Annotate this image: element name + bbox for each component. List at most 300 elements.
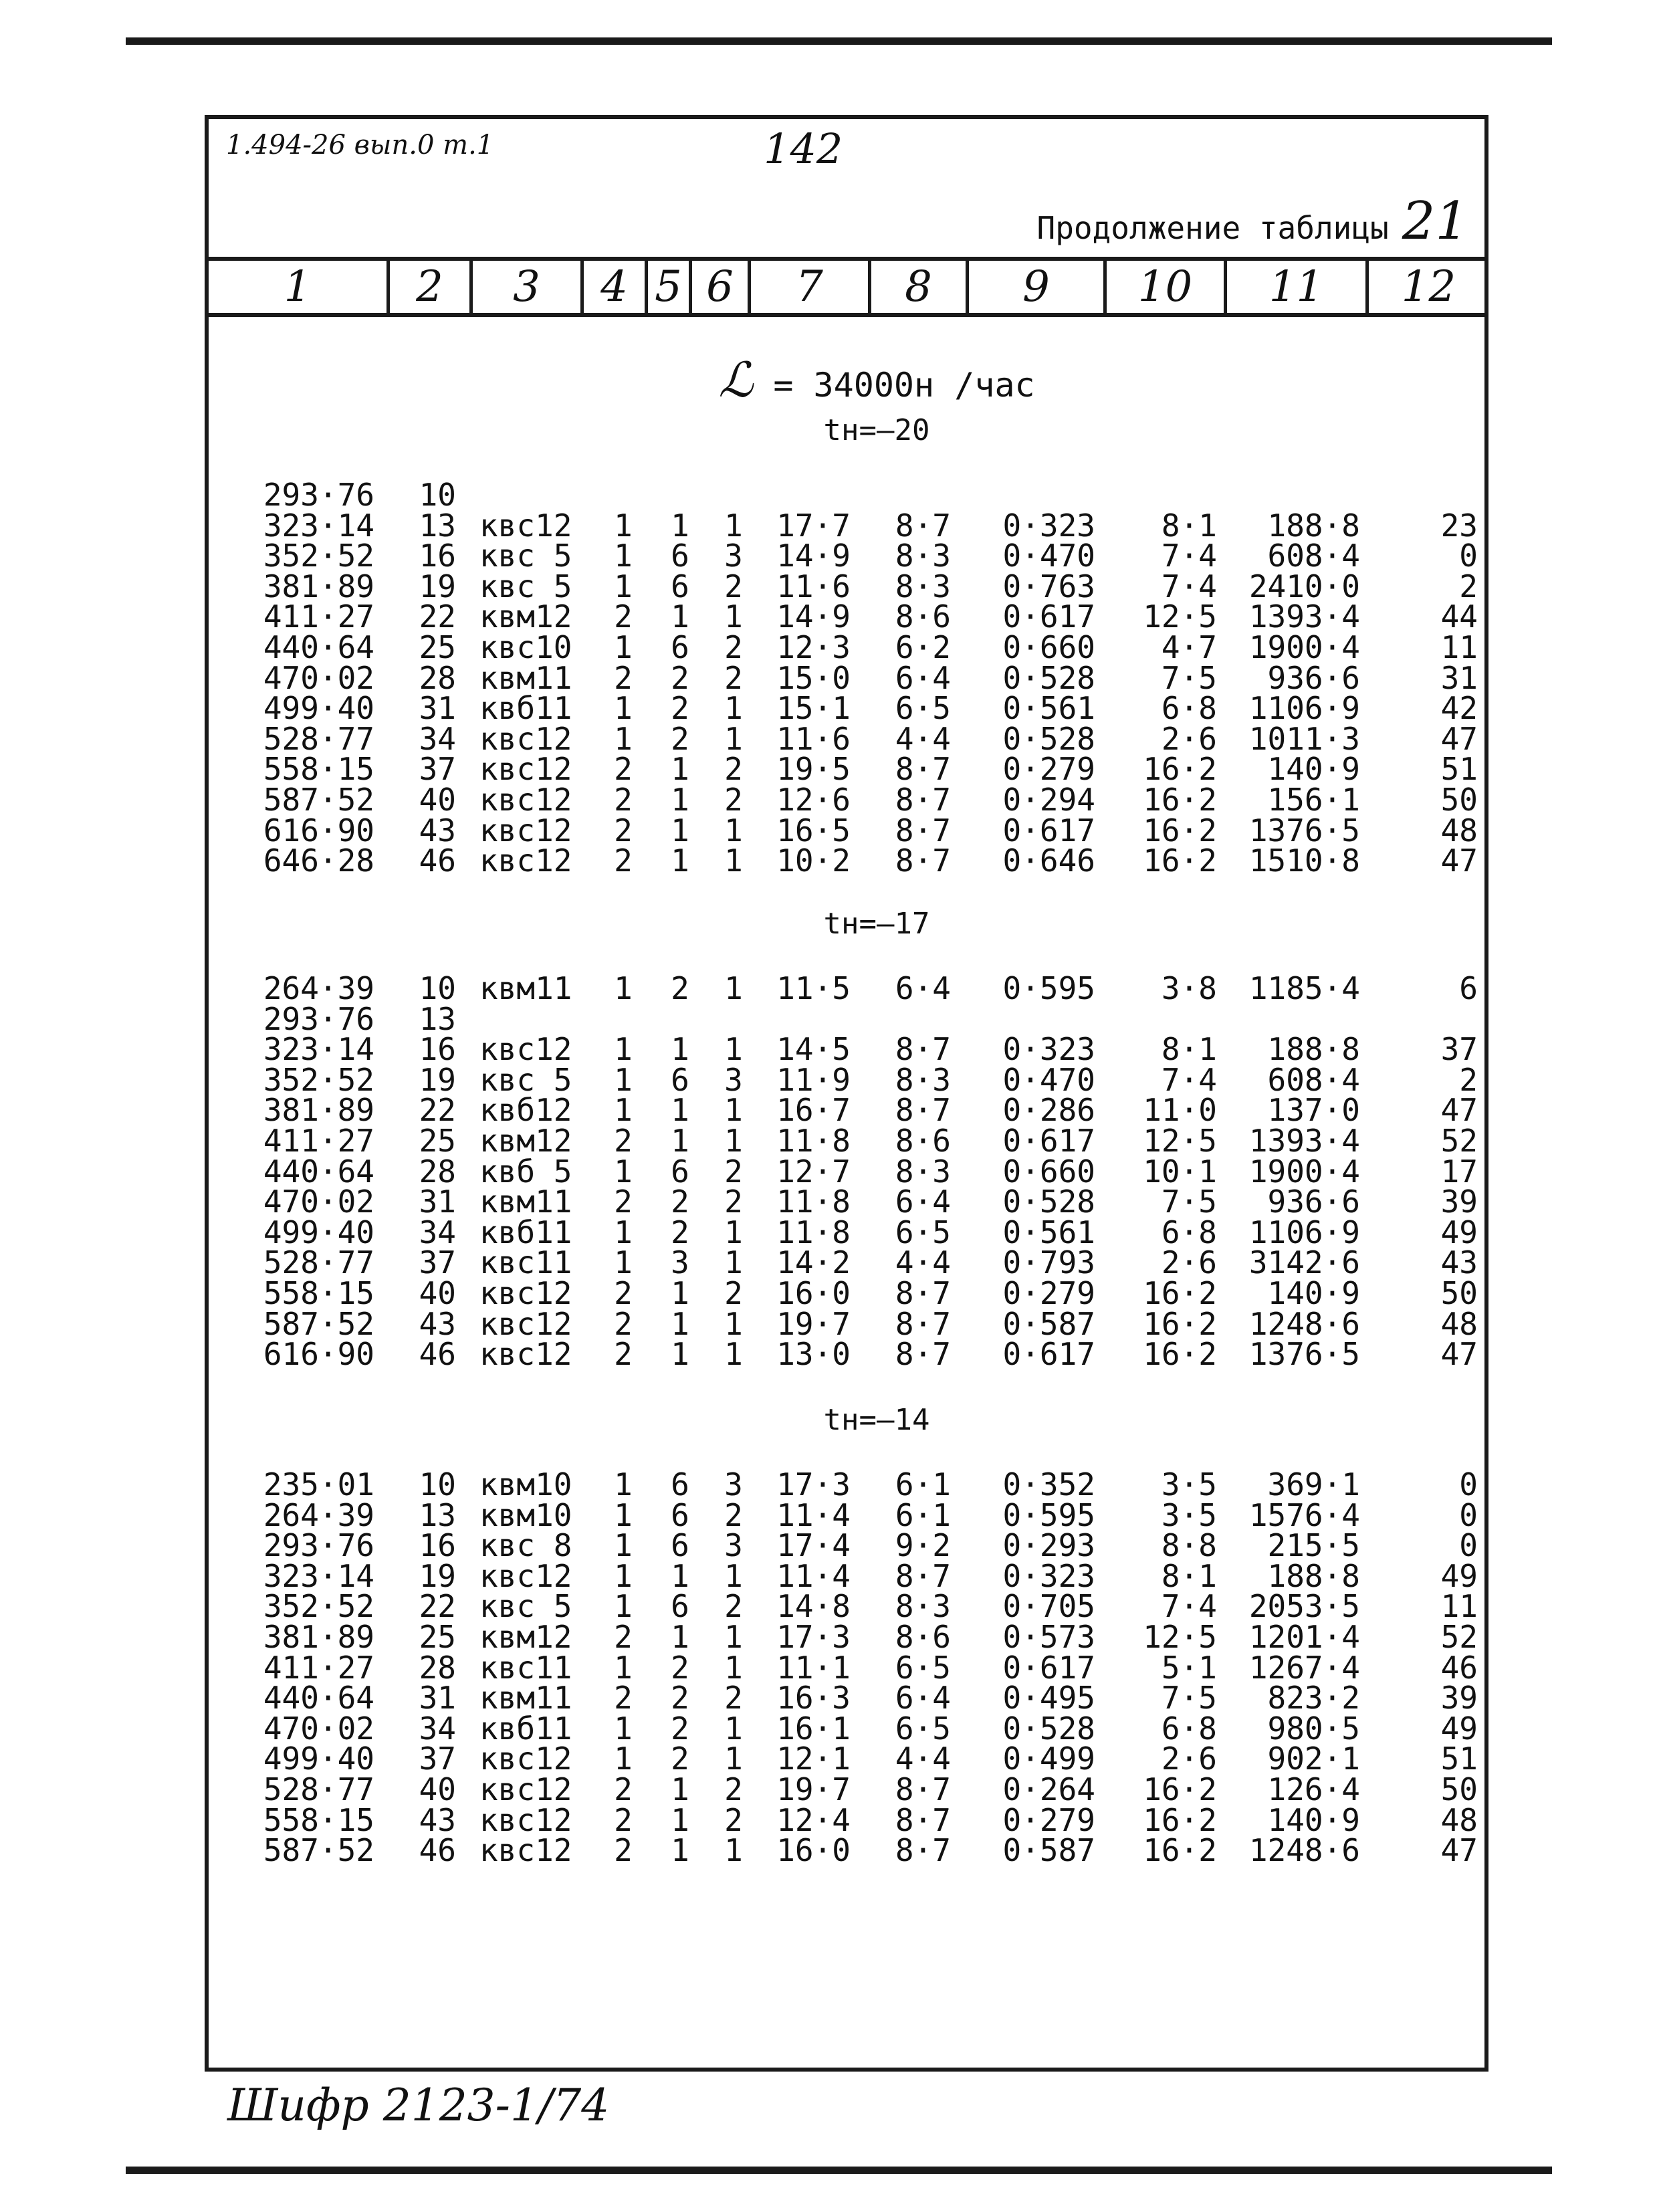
cell-col-2: 37 xyxy=(419,1244,456,1281)
cell-col-1: 352·52 xyxy=(263,1588,374,1625)
cell-col-6: 2 xyxy=(724,1275,743,1311)
table-row xyxy=(209,970,1484,1006)
cell-col-1: 587·52 xyxy=(263,1305,374,1342)
table-row xyxy=(209,1619,1484,1655)
cell-col-2: 40 xyxy=(419,782,456,818)
cell-col-12: 50 xyxy=(1440,782,1478,818)
cell-col-3: квм12 xyxy=(479,1123,572,1159)
column-header-7: 7 xyxy=(748,261,868,313)
cell-col-9: 0·495 xyxy=(1002,1680,1095,1717)
cell-col-9: 0·660 xyxy=(1002,1153,1095,1190)
cell-col-12: 39 xyxy=(1440,1680,1478,1717)
cell-col-7: 11·4 xyxy=(776,1557,851,1594)
cell-col-4: 1 xyxy=(614,1557,633,1594)
cell-col-7: 17·3 xyxy=(776,1619,851,1655)
cell-col-9: 0·705 xyxy=(1002,1588,1095,1625)
cell-col-11: 369·1 xyxy=(1267,1466,1360,1503)
cell-col-5: 1 xyxy=(671,1557,689,1594)
cell-col-7: 14·8 xyxy=(776,1588,851,1625)
table-row xyxy=(209,1801,1484,1838)
cell-col-1: 558·15 xyxy=(263,1275,374,1311)
cell-col-6: 1 xyxy=(724,812,743,849)
cell-col-12: 49 xyxy=(1440,1557,1478,1594)
cell-col-10: 7·4 xyxy=(1161,538,1217,574)
cell-col-3: квб 5 xyxy=(479,1153,572,1190)
cell-col-1: 470·02 xyxy=(263,659,374,696)
cell-col-10: 2·6 xyxy=(1161,1741,1217,1777)
cell-col-9: 0·617 xyxy=(1002,598,1095,635)
cell-col-11: 1248·6 xyxy=(1248,1305,1360,1342)
cell-col-12: 48 xyxy=(1440,1305,1478,1342)
cell-col-1: 411·27 xyxy=(263,1123,374,1159)
cell-col-7: 12·1 xyxy=(776,1741,851,1777)
table-row xyxy=(209,1123,1484,1159)
cell-col-12: 51 xyxy=(1440,1741,1478,1777)
cell-col-2: 34 xyxy=(419,720,456,757)
cell-col-8: 8·3 xyxy=(895,538,951,574)
column-header-10: 10 xyxy=(1103,261,1224,313)
cell-col-12: 0 xyxy=(1459,1497,1478,1533)
cell-col-6: 2 xyxy=(724,751,743,788)
cell-col-9: 0·293 xyxy=(1002,1527,1095,1564)
table-row xyxy=(209,1092,1484,1129)
table-row xyxy=(209,507,1484,544)
cell-col-5: 2 xyxy=(671,1214,689,1250)
cell-col-3: квс12 xyxy=(479,782,572,818)
table-row xyxy=(209,598,1484,635)
cell-col-2: 34 xyxy=(419,1710,456,1747)
cell-col-10: 7·5 xyxy=(1161,659,1217,696)
cell-col-5: 2 xyxy=(671,1184,689,1220)
cell-col-5: 2 xyxy=(671,1649,689,1686)
cell-col-4: 2 xyxy=(614,598,633,635)
table-row xyxy=(209,1741,1484,1777)
cell-col-1: 440·64 xyxy=(263,629,374,665)
cell-col-11: 140·9 xyxy=(1267,751,1360,788)
cell-col-4: 1 xyxy=(614,568,633,604)
cell-col-12: 47 xyxy=(1440,1092,1478,1129)
cell-col-12: 51 xyxy=(1440,751,1478,788)
cell-col-5: 2 xyxy=(671,1710,689,1747)
cell-col-10: 6·8 xyxy=(1161,1214,1217,1250)
cell-col-4: 1 xyxy=(614,970,633,1006)
cell-col-2: 31 xyxy=(419,1680,456,1717)
cell-col-6: 2 xyxy=(724,1588,743,1625)
cell-col-2: 19 xyxy=(419,1557,456,1594)
cell-col-12: 52 xyxy=(1440,1619,1478,1655)
cell-col-9: 0·528 xyxy=(1002,659,1095,696)
cell-col-6: 1 xyxy=(724,720,743,757)
cell-col-4: 1 xyxy=(614,690,633,727)
cell-col-3: квс11 xyxy=(479,1244,572,1281)
table-row xyxy=(209,1649,1484,1686)
cell-col-1: 381·89 xyxy=(263,1619,374,1655)
cell-col-11: 2053·5 xyxy=(1248,1588,1360,1625)
cell-col-10: 7·5 xyxy=(1161,1184,1217,1220)
cell-col-4: 2 xyxy=(614,1680,633,1717)
cell-col-6: 2 xyxy=(724,568,743,604)
cell-col-10: 8·1 xyxy=(1161,1031,1217,1068)
cell-col-11: 902·1 xyxy=(1267,1741,1360,1777)
cell-col-8: 8·7 xyxy=(895,1557,951,1594)
cell-col-12: 2 xyxy=(1459,1061,1478,1098)
cell-col-5: 1 xyxy=(671,843,689,879)
cell-col-11: 608·4 xyxy=(1267,538,1360,574)
cell-col-2: 10 xyxy=(419,970,456,1006)
cell-col-10: 16·2 xyxy=(1143,782,1217,818)
cell-col-2: 46 xyxy=(419,843,456,879)
cell-col-8: 8·7 xyxy=(895,1092,951,1129)
cell-col-9: 0·323 xyxy=(1002,1557,1095,1594)
cell-col-1: 558·15 xyxy=(263,751,374,788)
cell-col-4: 1 xyxy=(614,1153,633,1190)
cell-col-1: 587·52 xyxy=(263,1832,374,1869)
cell-col-12: 47 xyxy=(1440,720,1478,757)
cell-col-10: 4·7 xyxy=(1161,629,1217,665)
table-row xyxy=(209,1275,1484,1311)
table-row xyxy=(209,751,1484,788)
cell-col-3: квс11 xyxy=(479,1649,572,1686)
cell-col-1: 323·14 xyxy=(263,1557,374,1594)
cell-col-3: квм11 xyxy=(479,659,572,696)
cell-col-8: 8·7 xyxy=(895,1275,951,1311)
cell-col-1: 293·76 xyxy=(263,477,374,513)
cell-col-9: 0·470 xyxy=(1002,1061,1095,1098)
cell-col-3: квс12 xyxy=(479,1305,572,1342)
top-rule xyxy=(126,37,1552,45)
cell-col-6: 2 xyxy=(724,1771,743,1807)
cell-col-9: 0·595 xyxy=(1002,1497,1095,1533)
cell-col-1: 499·40 xyxy=(263,690,374,727)
cell-col-8: 9·2 xyxy=(895,1527,951,1564)
cell-col-10: 7·4 xyxy=(1161,1061,1217,1098)
cell-col-3: квс 5 xyxy=(479,1061,572,1098)
cell-col-7: 16·1 xyxy=(776,1710,851,1747)
cell-col-2: 22 xyxy=(419,598,456,635)
cell-col-12: 46 xyxy=(1440,1649,1478,1686)
cell-col-12: 47 xyxy=(1440,1336,1478,1373)
cell-col-9: 0·279 xyxy=(1002,751,1095,788)
cell-col-7: 11·8 xyxy=(776,1214,851,1250)
cell-col-11: 1267·4 xyxy=(1248,1649,1360,1686)
cell-col-10: 5·1 xyxy=(1161,1649,1217,1686)
cell-col-9: 0·793 xyxy=(1002,1244,1095,1281)
cell-col-7: 19·5 xyxy=(776,751,851,788)
cell-col-1: 264·39 xyxy=(263,1497,374,1533)
cell-col-4: 2 xyxy=(614,751,633,788)
table-row xyxy=(209,1497,1484,1533)
cell-col-6: 1 xyxy=(724,1336,743,1373)
cell-col-1: 528·77 xyxy=(263,1771,374,1807)
cell-col-7: 12·6 xyxy=(776,782,851,818)
cell-col-11: 126·4 xyxy=(1267,1771,1360,1807)
cell-col-9: 0·617 xyxy=(1002,1336,1095,1373)
cell-col-2: 43 xyxy=(419,1305,456,1342)
cell-col-11: 1011·3 xyxy=(1248,720,1360,757)
cell-col-11: 1376·5 xyxy=(1248,812,1360,849)
cell-col-11: 936·6 xyxy=(1267,659,1360,696)
cell-col-2: 19 xyxy=(419,568,456,604)
cell-col-12: 0 xyxy=(1459,1466,1478,1503)
cell-col-10: 10·1 xyxy=(1143,1153,1217,1190)
block-title: tн=–14 xyxy=(823,1403,930,1437)
cell-col-6: 1 xyxy=(724,1214,743,1250)
cell-col-3: квс12 xyxy=(479,1771,572,1807)
cell-col-2: 46 xyxy=(419,1336,456,1373)
cell-col-2: 43 xyxy=(419,1801,456,1838)
cell-col-11: 936·6 xyxy=(1267,1184,1360,1220)
cell-col-5: 1 xyxy=(671,1619,689,1655)
cell-col-8: 6·5 xyxy=(895,1649,951,1686)
cell-col-6: 1 xyxy=(724,1031,743,1068)
cell-col-5: 2 xyxy=(671,1741,689,1777)
cell-col-7: 19·7 xyxy=(776,1771,851,1807)
cell-col-9: 0·561 xyxy=(1002,690,1095,727)
cell-col-11: 608·4 xyxy=(1267,1061,1360,1098)
cell-col-4: 2 xyxy=(614,1123,633,1159)
cell-col-4: 2 xyxy=(614,812,633,849)
column-header-5: 5 xyxy=(645,261,689,313)
cell-col-8: 8·7 xyxy=(895,1031,951,1068)
cell-col-1: 528·77 xyxy=(263,720,374,757)
table-row xyxy=(209,1061,1484,1098)
cell-col-5: 6 xyxy=(671,1061,689,1098)
cell-col-8: 8·3 xyxy=(895,568,951,604)
cell-col-9: 0·617 xyxy=(1002,1123,1095,1159)
table-row xyxy=(209,1527,1484,1564)
cell-col-11: 1106·9 xyxy=(1248,1214,1360,1250)
cell-col-10: 16·2 xyxy=(1143,1336,1217,1373)
cell-col-8: 6·1 xyxy=(895,1497,951,1533)
cell-col-12: 31 xyxy=(1440,659,1478,696)
cell-col-1: 470·02 xyxy=(263,1710,374,1747)
cell-col-4: 1 xyxy=(614,1244,633,1281)
table-row xyxy=(209,1832,1484,1869)
cell-col-2: 13 xyxy=(419,1497,456,1533)
cell-col-10: 16·2 xyxy=(1143,843,1217,879)
cell-col-6: 3 xyxy=(724,538,743,574)
cell-col-1: 235·01 xyxy=(263,1466,374,1503)
cell-col-8: 4·4 xyxy=(895,1741,951,1777)
cell-col-2: 46 xyxy=(419,1832,456,1869)
cell-col-8: 6·4 xyxy=(895,659,951,696)
cell-col-3: квс12 xyxy=(479,507,572,544)
cell-col-11: 1576·4 xyxy=(1248,1497,1360,1533)
cell-col-12: 43 xyxy=(1440,1244,1478,1281)
cell-col-2: 31 xyxy=(419,1184,456,1220)
column-header-11: 11 xyxy=(1224,261,1365,313)
cipher-footer: Шифр 2123-1/74 xyxy=(227,2080,610,2131)
cell-col-8: 8·3 xyxy=(895,1061,951,1098)
cell-col-3: квб11 xyxy=(479,1214,572,1250)
cell-col-10: 6·8 xyxy=(1161,1710,1217,1747)
cell-col-12: 37 xyxy=(1440,1031,1478,1068)
cell-col-4: 2 xyxy=(614,1305,633,1342)
table-row xyxy=(209,1184,1484,1220)
cell-col-10: 3·5 xyxy=(1161,1497,1217,1533)
cell-col-3: квс12 xyxy=(479,1557,572,1594)
cell-col-5: 6 xyxy=(671,1588,689,1625)
cell-col-2: 10 xyxy=(419,1466,456,1503)
cell-col-2: 16 xyxy=(419,1527,456,1564)
cell-col-7: 11·5 xyxy=(776,970,851,1006)
cell-col-5: 1 xyxy=(671,507,689,544)
cell-col-4: 1 xyxy=(614,1214,633,1250)
cell-col-7: 14·2 xyxy=(776,1244,851,1281)
cell-col-2: 10 xyxy=(419,477,456,513)
cell-col-4: 1 xyxy=(614,1092,633,1129)
cell-col-2: 19 xyxy=(419,1061,456,1098)
cell-col-6: 1 xyxy=(724,1710,743,1747)
cell-col-12: 23 xyxy=(1440,507,1478,544)
cell-col-5: 1 xyxy=(671,1123,689,1159)
cell-col-2: 34 xyxy=(419,1214,456,1250)
cell-col-3: квб12 xyxy=(479,1092,572,1129)
cell-col-1: 352·52 xyxy=(263,1061,374,1098)
table-row xyxy=(209,812,1484,849)
cell-col-6: 2 xyxy=(724,659,743,696)
cell-col-8: 8·7 xyxy=(895,1771,951,1807)
cell-col-1: 381·89 xyxy=(263,1092,374,1129)
table-row xyxy=(209,1680,1484,1717)
cell-col-6: 1 xyxy=(724,1649,743,1686)
cell-col-10: 2·6 xyxy=(1161,720,1217,757)
cell-col-4: 2 xyxy=(614,1801,633,1838)
cell-col-3: квм11 xyxy=(479,1184,572,1220)
cell-col-9: 0·279 xyxy=(1002,1275,1095,1311)
column-header-1: 1 xyxy=(284,262,312,312)
cell-col-4: 2 xyxy=(614,843,633,879)
cell-col-5: 2 xyxy=(671,1680,689,1717)
table-row xyxy=(209,1153,1484,1190)
cell-col-3: квб11 xyxy=(479,690,572,727)
cell-col-11: 1510·8 xyxy=(1248,843,1360,879)
cell-col-11: 1900·4 xyxy=(1248,629,1360,665)
cell-col-3: квс10 xyxy=(479,629,572,665)
cell-col-5: 6 xyxy=(671,1527,689,1564)
cell-col-10: 7·5 xyxy=(1161,1680,1217,1717)
cell-col-11: 1185·4 xyxy=(1248,970,1360,1006)
cell-col-6: 1 xyxy=(724,970,743,1006)
cell-col-9: 0·323 xyxy=(1002,507,1095,544)
cell-col-5: 1 xyxy=(671,1771,689,1807)
cell-col-11: 1106·9 xyxy=(1248,690,1360,727)
cell-col-5: 3 xyxy=(671,1244,689,1281)
cell-col-6: 3 xyxy=(724,1061,743,1098)
cell-col-9: 0·660 xyxy=(1002,629,1095,665)
cell-col-5: 1 xyxy=(671,1092,689,1129)
cell-col-8: 6·2 xyxy=(895,629,951,665)
cell-col-10: 6·8 xyxy=(1161,690,1217,727)
cell-col-7: 12·7 xyxy=(776,1153,851,1190)
cell-col-7: 11·4 xyxy=(776,1497,851,1533)
cell-col-6: 1 xyxy=(724,1619,743,1655)
cell-col-11: 140·9 xyxy=(1267,1275,1360,1311)
table-row xyxy=(209,1588,1484,1625)
cell-col-8: 8·7 xyxy=(895,782,951,818)
cell-col-11: 188·8 xyxy=(1267,1557,1360,1594)
cell-col-4: 1 xyxy=(614,1031,633,1068)
cell-col-11: 215·5 xyxy=(1267,1527,1360,1564)
cell-col-9: 0·470 xyxy=(1002,538,1095,574)
cell-col-6: 1 xyxy=(724,1092,743,1129)
cell-col-8: 8·7 xyxy=(895,507,951,544)
cell-col-5: 1 xyxy=(671,1832,689,1869)
cell-col-6: 1 xyxy=(724,1305,743,1342)
cell-col-1: 440·64 xyxy=(263,1680,374,1717)
cell-col-3: квс12 xyxy=(479,1832,572,1869)
cell-col-5: 1 xyxy=(671,1275,689,1311)
continuation-text: Продолжение таблицы xyxy=(1036,210,1389,246)
cell-col-11: 980·5 xyxy=(1267,1710,1360,1747)
cell-col-12: 11 xyxy=(1440,1588,1478,1625)
cell-col-4: 1 xyxy=(614,1588,633,1625)
cell-col-7: 14·9 xyxy=(776,598,851,635)
column-header-12: 12 xyxy=(1365,261,1488,313)
cell-col-11: 1201·4 xyxy=(1248,1619,1360,1655)
cell-col-8: 8·3 xyxy=(895,1153,951,1190)
cell-col-5: 1 xyxy=(671,1801,689,1838)
cell-col-9: 0·352 xyxy=(1002,1466,1095,1503)
column-header-6: 6 xyxy=(689,261,748,313)
cell-col-7: 11·6 xyxy=(776,568,851,604)
table-row xyxy=(209,1557,1484,1594)
cell-col-2: 43 xyxy=(419,812,456,849)
cell-col-7: 19·7 xyxy=(776,1305,851,1342)
cell-col-7: 11·6 xyxy=(776,720,851,757)
cell-col-9: 0·323 xyxy=(1002,1031,1095,1068)
cell-col-8: 4·4 xyxy=(895,1244,951,1281)
cell-col-7: 13·0 xyxy=(776,1336,851,1373)
cell-col-12: 2 xyxy=(1459,568,1478,604)
cell-col-10: 16·2 xyxy=(1143,1832,1217,1869)
cell-col-11: 2410·0 xyxy=(1248,568,1360,604)
cell-col-5: 2 xyxy=(671,690,689,727)
cell-col-9: 0·294 xyxy=(1002,782,1095,818)
cell-col-8: 8·7 xyxy=(895,1801,951,1838)
cell-col-2: 13 xyxy=(419,1000,456,1037)
table-row xyxy=(209,1000,1484,1037)
cell-col-7: 16·7 xyxy=(776,1092,851,1129)
cell-col-4: 1 xyxy=(614,1527,633,1564)
cell-col-7: 11·8 xyxy=(776,1123,851,1159)
cell-col-5: 2 xyxy=(671,720,689,757)
cell-col-1: 470·02 xyxy=(263,1184,374,1220)
cell-col-3: квм12 xyxy=(479,1619,572,1655)
cell-col-4: 1 xyxy=(614,1741,633,1777)
cell-col-9: 0·587 xyxy=(1002,1832,1095,1869)
cell-col-7: 12·3 xyxy=(776,629,851,665)
cell-col-9: 0·646 xyxy=(1002,843,1095,879)
cell-col-10: 7·4 xyxy=(1161,568,1217,604)
cell-col-12: 44 xyxy=(1440,598,1478,635)
cell-col-7: 16·0 xyxy=(776,1832,851,1869)
cell-col-6: 1 xyxy=(724,1244,743,1281)
table-row xyxy=(209,629,1484,665)
cell-col-12: 42 xyxy=(1440,690,1478,727)
cell-col-4: 2 xyxy=(614,659,633,696)
cell-col-6: 2 xyxy=(724,1497,743,1533)
cell-col-8: 8·7 xyxy=(895,812,951,849)
cell-col-5: 2 xyxy=(671,970,689,1006)
cell-col-5: 6 xyxy=(671,1466,689,1503)
cell-col-1: 499·40 xyxy=(263,1741,374,1777)
cell-col-7: 17·7 xyxy=(776,507,851,544)
cell-col-4: 1 xyxy=(614,1649,633,1686)
cell-col-12: 0 xyxy=(1459,1527,1478,1564)
column-header-4: 4 xyxy=(580,261,645,313)
cell-col-12: 39 xyxy=(1440,1184,1478,1220)
